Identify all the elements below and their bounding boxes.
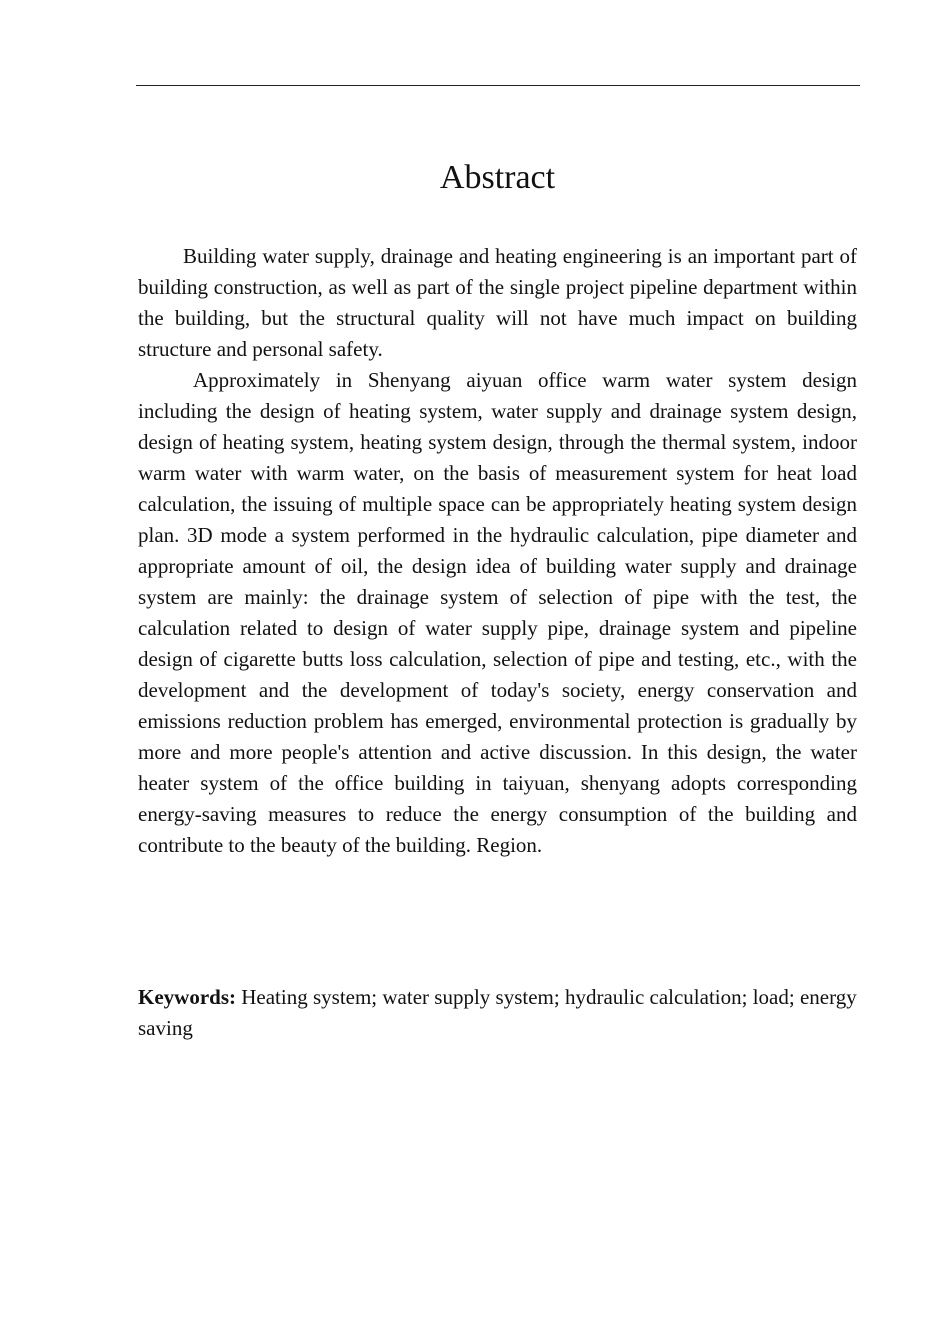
page-title: Abstract (439, 159, 556, 196)
abstract-paragraph-2: Approximately in Shenyang aiyuan office warm water system design including the design of heating system, water supply and drainage system design, design of heating system, heating system design, through the thermal system, indoor warm water with warm water, on the basis of measurement system for heat load calculation, the issuing of multiple space can be appropriately heating system design plan. 3D mode a system performed in the hydraulic calculation, pipe diameter and appropriate amount of oil, the design idea of building water supply and drainage system are mainly: the drainage system of selection of pipe with the test, the calculation related to design of water supply pipe, drainage system and pipeline design of cigarette butts loss calculation, selection of pipe and testing, etc., with the development and the development of today's society, energy conservation and emissions reduction problem has emerged, environmental protection is gradually by more and more people's attention and active discussion. In this design, the water heater system of the office building in taiyuan, shenyang adopts corresponding energy-saving measures to reduce the energy consumption of the building and contribute to the beauty of the building. Region. (138, 368, 857, 857)
keywords-block (138, 982, 857, 1044)
keywords-text: Heating system; water supply system; hydraulic calculation; load; energy saving (138, 985, 857, 1040)
header-rule (136, 85, 860, 86)
abstract-body (138, 241, 857, 861)
keywords-label: Keywords: (138, 985, 236, 1009)
abstract-paragraph-1: Building water supply, drainage and heating engineering is an important part of building construction, as well as part of the single project pipeline department within the building, but the structural quality will not have much impact on building structure and personal safety. (138, 244, 857, 361)
